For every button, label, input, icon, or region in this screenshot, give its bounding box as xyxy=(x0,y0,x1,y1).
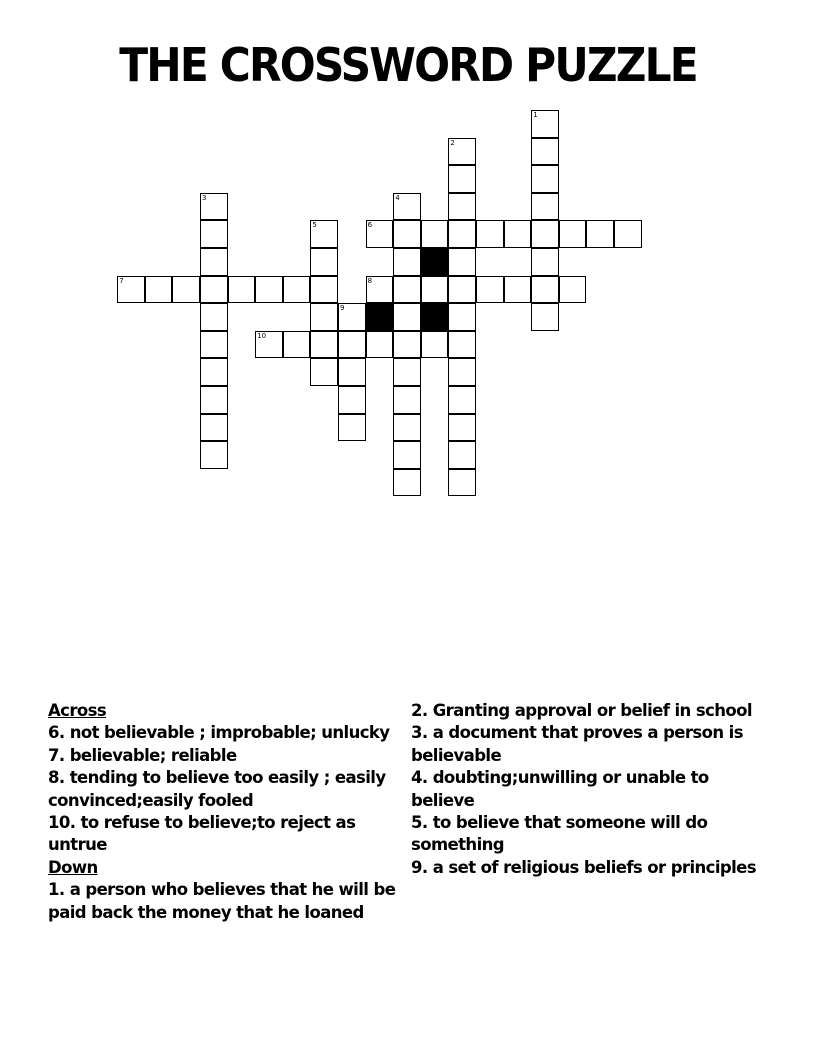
grid-cell[interactable] xyxy=(338,303,366,331)
clues-column-left xyxy=(48,700,398,924)
grid-cell[interactable] xyxy=(366,331,394,359)
down-clue-9: 9. a set of religious beliefs or principles xyxy=(411,857,756,877)
grid-cell[interactable] xyxy=(310,220,338,248)
grid-cell[interactable] xyxy=(393,469,421,497)
black-square xyxy=(421,303,449,331)
grid-cell[interactable] xyxy=(393,248,421,276)
grid-cell[interactable] xyxy=(255,331,283,359)
grid-cell[interactable] xyxy=(421,331,449,359)
down-header: Down xyxy=(48,857,98,877)
clues-column-right xyxy=(411,700,761,879)
down-clue-1: 1. a person who believes that he will be paid back the money that he loaned xyxy=(48,880,396,922)
grid-cell[interactable] xyxy=(559,276,587,304)
grid-cell[interactable] xyxy=(393,386,421,414)
grid-cell[interactable] xyxy=(504,220,532,248)
grid-cell[interactable] xyxy=(531,138,559,166)
grid-cell[interactable] xyxy=(200,220,228,248)
grid-cell[interactable] xyxy=(310,276,338,304)
grid-cell[interactable] xyxy=(448,276,476,304)
black-square xyxy=(421,248,449,276)
page-title: THE CROSSWORD PUZZLE xyxy=(119,38,697,92)
grid-cell[interactable] xyxy=(559,220,587,248)
grid-cell[interactable] xyxy=(310,331,338,359)
grid-cell[interactable] xyxy=(448,358,476,386)
grid-cell[interactable] xyxy=(614,220,642,248)
clue-number: 8 xyxy=(367,276,373,285)
grid-cell[interactable] xyxy=(338,358,366,386)
grid-cell[interactable] xyxy=(393,193,421,221)
grid-cell[interactable] xyxy=(117,276,145,304)
grid-cell[interactable] xyxy=(200,303,228,331)
grid-cell[interactable] xyxy=(448,386,476,414)
grid-cell[interactable] xyxy=(448,414,476,442)
crossword-grid xyxy=(0,0,816,520)
grid-cell[interactable] xyxy=(283,331,311,359)
grid-cell[interactable] xyxy=(393,414,421,442)
grid-cell[interactable] xyxy=(448,469,476,497)
clue-number: 9 xyxy=(340,304,345,313)
down-clue-2: 2. Granting approval or belief in school xyxy=(411,701,752,720)
across-clue-6: 6. not believable ; improbable; unlucky xyxy=(48,723,390,743)
grid-cell[interactable] xyxy=(200,386,228,414)
grid-cell[interactable] xyxy=(421,220,449,248)
grid-cell[interactable] xyxy=(476,220,504,248)
across-header: Across xyxy=(48,701,107,720)
grid-cell[interactable] xyxy=(172,276,200,304)
grid-cell[interactable] xyxy=(531,193,559,221)
grid-cell[interactable] xyxy=(310,358,338,386)
across-clue-10: 10. to refuse to believe;to reject as untrue xyxy=(48,813,356,855)
grid-cell[interactable] xyxy=(531,165,559,193)
grid-cell[interactable] xyxy=(448,165,476,193)
grid-cell[interactable] xyxy=(200,248,228,276)
grid-cell[interactable] xyxy=(504,276,532,304)
grid-cell[interactable] xyxy=(531,303,559,331)
grid-cell[interactable] xyxy=(200,414,228,442)
clue-number: 1 xyxy=(533,111,538,119)
down-clue-4: 4. doubting;unwilling or unable to believe xyxy=(411,768,709,810)
grid-cell[interactable] xyxy=(200,193,228,221)
grid-cell[interactable] xyxy=(393,441,421,469)
grid-cell[interactable] xyxy=(421,276,449,304)
grid-cell[interactable] xyxy=(531,276,559,304)
grid-cell[interactable] xyxy=(200,441,228,469)
grid-cell[interactable] xyxy=(476,276,504,304)
grid-cell[interactable] xyxy=(228,276,256,304)
clue-number: 4 xyxy=(395,193,400,202)
grid-cell[interactable] xyxy=(366,276,394,304)
grid-cell[interactable] xyxy=(310,248,338,276)
grid-cell[interactable] xyxy=(393,303,421,331)
clue-number: 10 xyxy=(257,331,267,340)
clue-number: 3 xyxy=(202,193,207,202)
grid-cell[interactable] xyxy=(310,303,338,331)
grid-cell[interactable] xyxy=(393,331,421,359)
grid-cell[interactable] xyxy=(338,331,366,359)
grid-cell[interactable] xyxy=(366,220,394,248)
clue-number: 7 xyxy=(119,276,124,285)
down-clue-5: 5. to believe that someone will do something xyxy=(411,813,708,855)
grid-cell[interactable] xyxy=(448,248,476,276)
grid-cell[interactable] xyxy=(393,358,421,386)
grid-cell[interactable] xyxy=(531,220,559,248)
grid-cell[interactable] xyxy=(338,414,366,442)
grid-cell[interactable] xyxy=(338,386,366,414)
grid-cell[interactable] xyxy=(448,138,476,166)
grid-cell[interactable] xyxy=(200,331,228,359)
grid-cell[interactable] xyxy=(448,441,476,469)
black-square xyxy=(366,303,394,331)
grid-cell[interactable] xyxy=(393,220,421,248)
grid-cell[interactable] xyxy=(531,248,559,276)
grid-cell[interactable] xyxy=(448,303,476,331)
down-clue-3: 3. a document that proves a person is believable xyxy=(411,723,743,765)
across-clue-7: 7. believable; reliable xyxy=(48,745,237,765)
grid-cell[interactable] xyxy=(283,276,311,304)
grid-cell[interactable] xyxy=(145,276,173,304)
grid-cell[interactable] xyxy=(255,276,283,304)
clue-number: 2 xyxy=(450,138,455,147)
grid-cell[interactable] xyxy=(200,358,228,386)
grid-cell[interactable] xyxy=(448,331,476,359)
grid-cell[interactable] xyxy=(531,110,559,138)
grid-cell[interactable] xyxy=(448,193,476,221)
clue-number: 5 xyxy=(312,221,317,230)
grid-cell[interactable] xyxy=(200,276,228,304)
clue-number: 6 xyxy=(367,221,373,230)
grid-cell[interactable] xyxy=(393,276,421,304)
grid-cell[interactable] xyxy=(448,220,476,248)
grid-cell[interactable] xyxy=(586,220,614,248)
across-clue-8: 8. tending to believe too easily ; easily convinced;easily fooled xyxy=(48,768,386,810)
